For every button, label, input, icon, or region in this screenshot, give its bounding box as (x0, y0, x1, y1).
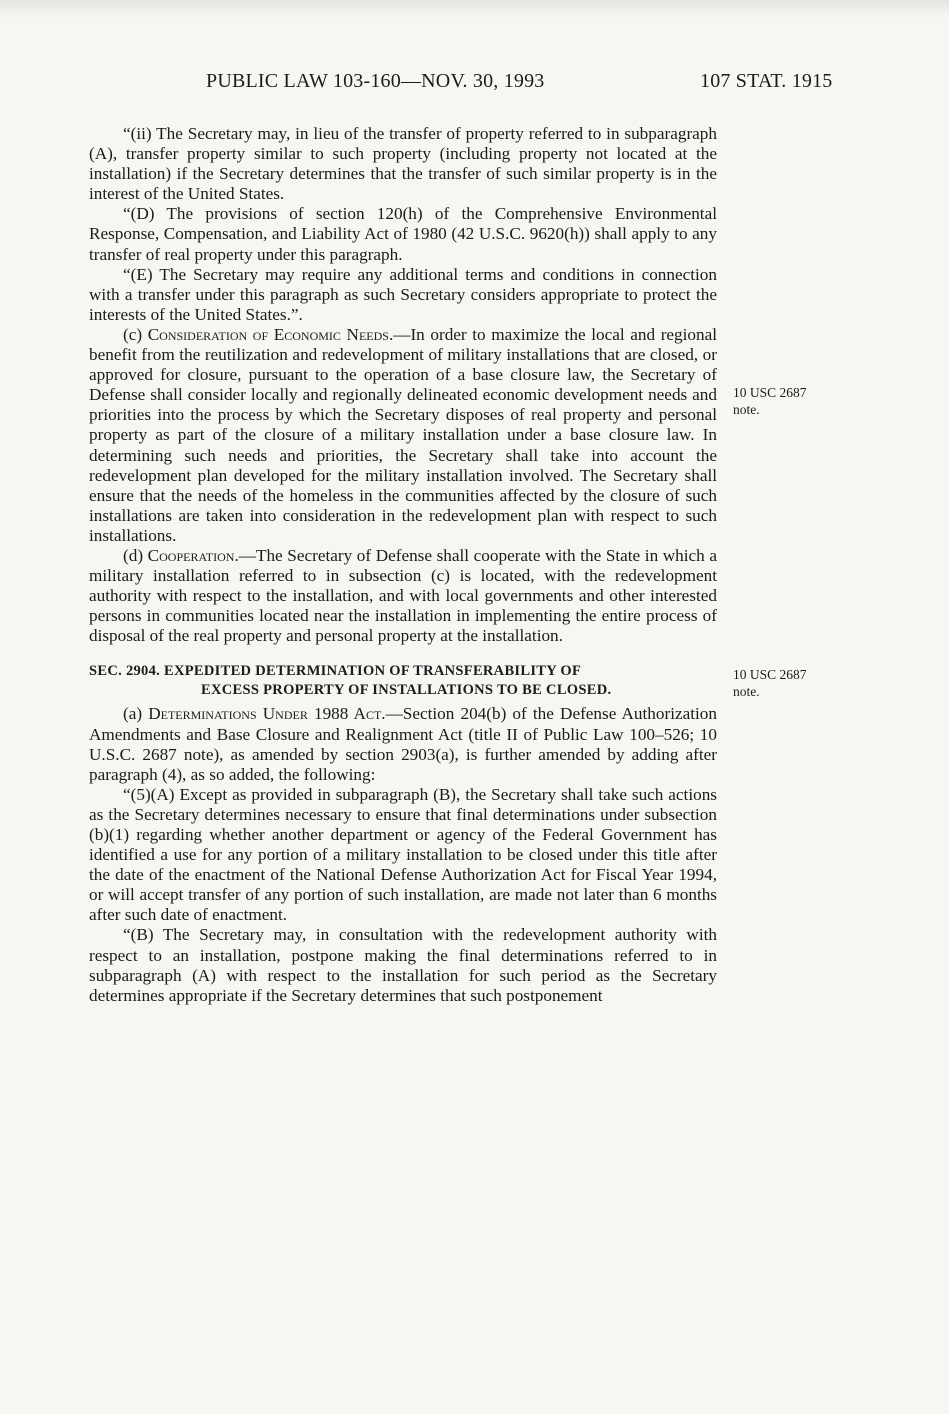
running-header-title: PUBLIC LAW 103-160—NOV. 30, 1993 (206, 70, 545, 92)
paragraph-d: “(D) The provisions of section 120(h) of the Comprehensive Environmental Response, Compensation, and Liability Act of 1980 (42 U.S.C. 9620(h)) shall apply to any transfer of real property under this paragraph. (89, 204, 717, 264)
running-header-stat: 107 STAT. 1915 (700, 70, 833, 92)
subsection-c-heading: Consideration of Economic Needs (147, 324, 389, 344)
subsection-d (89, 546, 717, 646)
marginal-note-2 (733, 666, 833, 700)
section-heading (89, 662, 717, 700)
subsection-c-text: .—In order to maximize the local and regional benefit from the reutilization and redevelopment of military installations that are closed, or approved for closure, pursuant to the operation of a base closure law, the Secretary of Defense shall consider locally and regionally delineated economic development needs and priorities into the process by which the Secretary disposes of real property and personal property as part of the closure of a military installation under a base closure law. In determining such needs and priorities, the Secretary shall take into account the redevelopment plan developed for the military installation involved. The Secretary shall ensure that the needs of the homeless in the communities affected by the closure of such installations are taken into consideration in the redevelopment plan with respect to such installations. (89, 324, 718, 545)
subsection-a-label: (a) (123, 704, 149, 724)
marginal-note-2-citation: 10 USC 2687 (733, 667, 807, 682)
section-heading-line2: EXCESS PROPERTY OF INSTALLATIONS TO BE CLOSED. (201, 682, 612, 699)
body-text (89, 124, 717, 1006)
subsection-c-label: (c) (123, 324, 148, 344)
marginal-note-1 (733, 384, 833, 418)
marginal-note-1-citation: 10 USC 2687 (733, 385, 807, 400)
scan-edge (0, 0, 949, 18)
paragraph-e: “(E) The Secretary may require any additional terms and conditions in connection with a transfer under this paragraph as such Secretary considers appropriate to protect the interests of the United States.”. (89, 264, 717, 324)
subsection-d-heading: Cooperation (147, 545, 235, 565)
subsection-c (89, 325, 717, 546)
subsection-a-text: .—Section 204(b) of the Defense Authorization Amendments and Base Closure and Realignment Act (title II of Public Law 100–526; 10 U.S.C. 2687 note), as amended by section 2903(a), is further amended by adding after paragraph (4), as so added, the following: (89, 704, 717, 784)
subsection-a-heading: Determinations Under 1988 Act (148, 704, 382, 724)
subsection-d-text: .—The Secretary of Defense shall cooperate with the State in which a military installation referred to in subsection (c) is located, with the redevelopment authority with respect to the installation, and with local governments and other interested persons in communities located near the installation in implementing the entire process of disposal of the real property and personal property at the installation. (89, 545, 717, 646)
section-heading-line1: SEC. 2904. EXPEDITED DETERMINATION OF TRANSFERABILITY OF (89, 663, 582, 680)
paragraph-ii: “(ii) The Secretary may, in lieu of the transfer of property referred to in subparagraph (A), transfer property similar to such property (including property not located at the installation) if the Secretary determines that the transfer of such similar property is in the interest of the United States. (89, 124, 717, 204)
paragraph-b: “(B) The Secretary may, in consultation with the redevelopment authority with respect to an installation, postpone making the final determinations referred to in subparagraph (A) with respect to the installation for such period as the Secretary determines appropriate if the Secretary determines that such postponement (89, 925, 717, 1005)
marginal-note-1-note: note. (733, 402, 760, 417)
marginal-note-2-note: note. (733, 684, 760, 699)
paragraph-5a: “(5)(A) Except as provided in subparagraph (B), the Secretary shall take such actions as the Secretary determines necessary to ensure that final determinations under subsection (b)(1) regarding whether another department or agency of the Federal Government has identified a use for any portion of a military installation to be closed under this title after the date of the enactment of the National Defense Authorization Act for Fiscal Year 1994, or will accept transfer of any portion of such installation, are made not later than 6 months after such date of enactment. (89, 784, 717, 925)
subsection-a (89, 704, 717, 784)
subsection-d-label: (d) (123, 545, 148, 565)
